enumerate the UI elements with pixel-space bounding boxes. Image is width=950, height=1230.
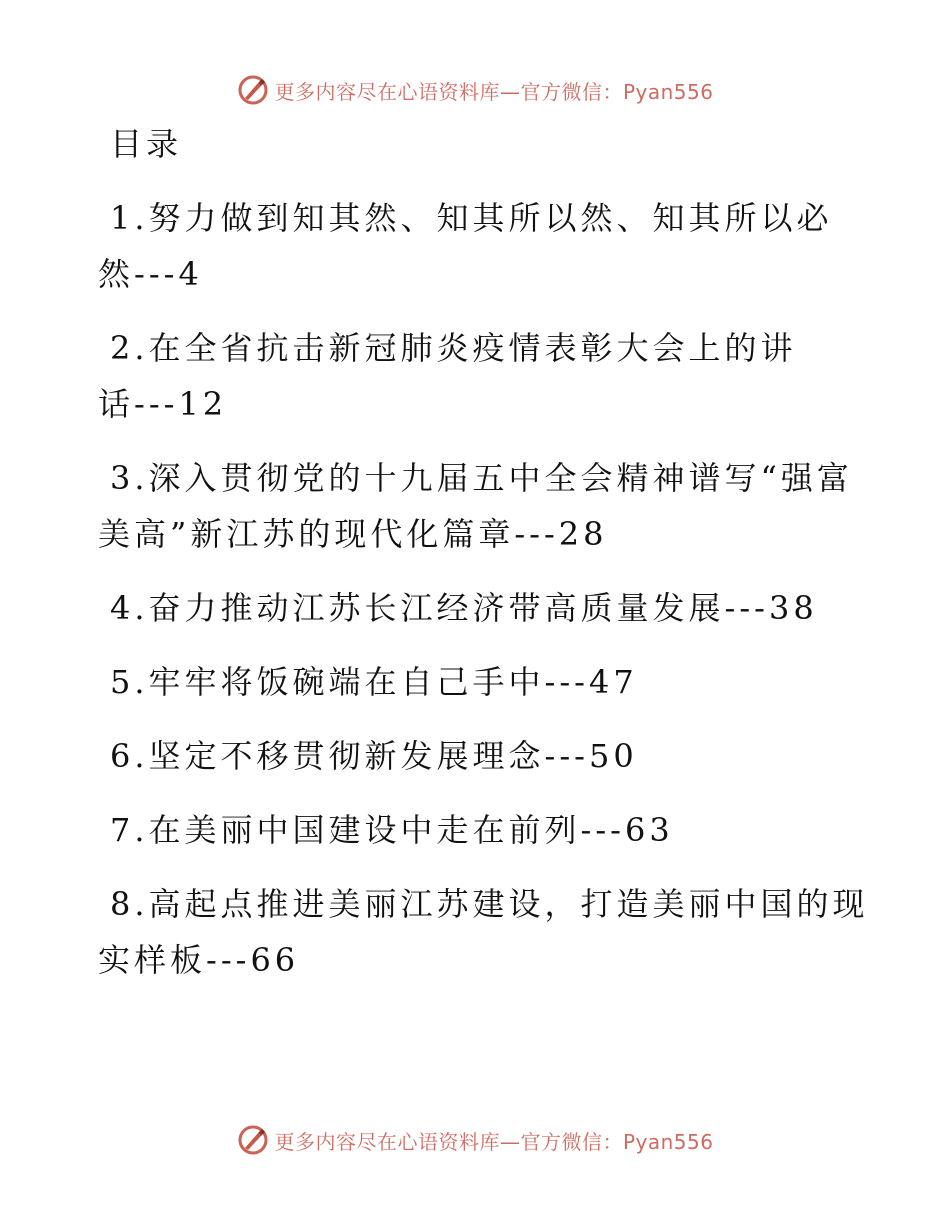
toc-entry-line: 话---12 bbox=[98, 385, 228, 423]
footer-watermark bbox=[0, 1120, 950, 1160]
toc-entry-line: 8.高起点推进美丽江苏建设，打造美丽中国的现 bbox=[110, 885, 869, 923]
toc-entry-line: 3.深入贯彻党的十九届五中全会精神谱写“强富 bbox=[110, 459, 853, 497]
watermark-text: 更多内容尽在心语资料库—官方微信：Pyan556 bbox=[274, 79, 714, 104]
toc-entry bbox=[98, 802, 858, 858]
toc-entry bbox=[98, 654, 858, 710]
toc-entry-line: 美高”新江苏的现代化篇章---28 bbox=[98, 515, 608, 553]
toc-entry-line: 然---4 bbox=[98, 255, 203, 293]
toc-entry bbox=[98, 580, 858, 636]
toc-entry-line: 1.努力做到知其然、知其所以然、知其所以必 bbox=[110, 199, 833, 237]
watermark-text: 更多内容尽在心语资料库—官方微信：Pyan556 bbox=[274, 1129, 714, 1154]
header-watermark bbox=[0, 70, 950, 110]
pen-nib-swirl-icon bbox=[236, 73, 270, 107]
toc-entry-line: 7.在美丽中国建设中走在前列---63 bbox=[110, 811, 674, 849]
toc-title: 目录 bbox=[110, 125, 183, 163]
pen-nib-swirl-icon bbox=[236, 1123, 270, 1157]
toc-entry-line: 6.坚定不移贯彻新发展理念---50 bbox=[110, 737, 638, 775]
toc-entry bbox=[98, 320, 858, 432]
toc-entry bbox=[98, 728, 858, 784]
toc-entry bbox=[98, 876, 869, 988]
toc-entry bbox=[98, 190, 858, 302]
toc-entry-line: 2.在全省抗击新冠肺炎疫情表彰大会上的讲 bbox=[110, 329, 797, 367]
toc-entry-line: 实样板---66 bbox=[98, 941, 300, 979]
toc-entry-line: 5.牢牢将饭碗端在自己手中---47 bbox=[110, 663, 638, 701]
table-of-contents bbox=[98, 118, 869, 1006]
toc-entry bbox=[98, 450, 858, 562]
toc-entry-line: 4.奋力推动江苏长江经济带高质量发展---38 bbox=[110, 589, 818, 627]
